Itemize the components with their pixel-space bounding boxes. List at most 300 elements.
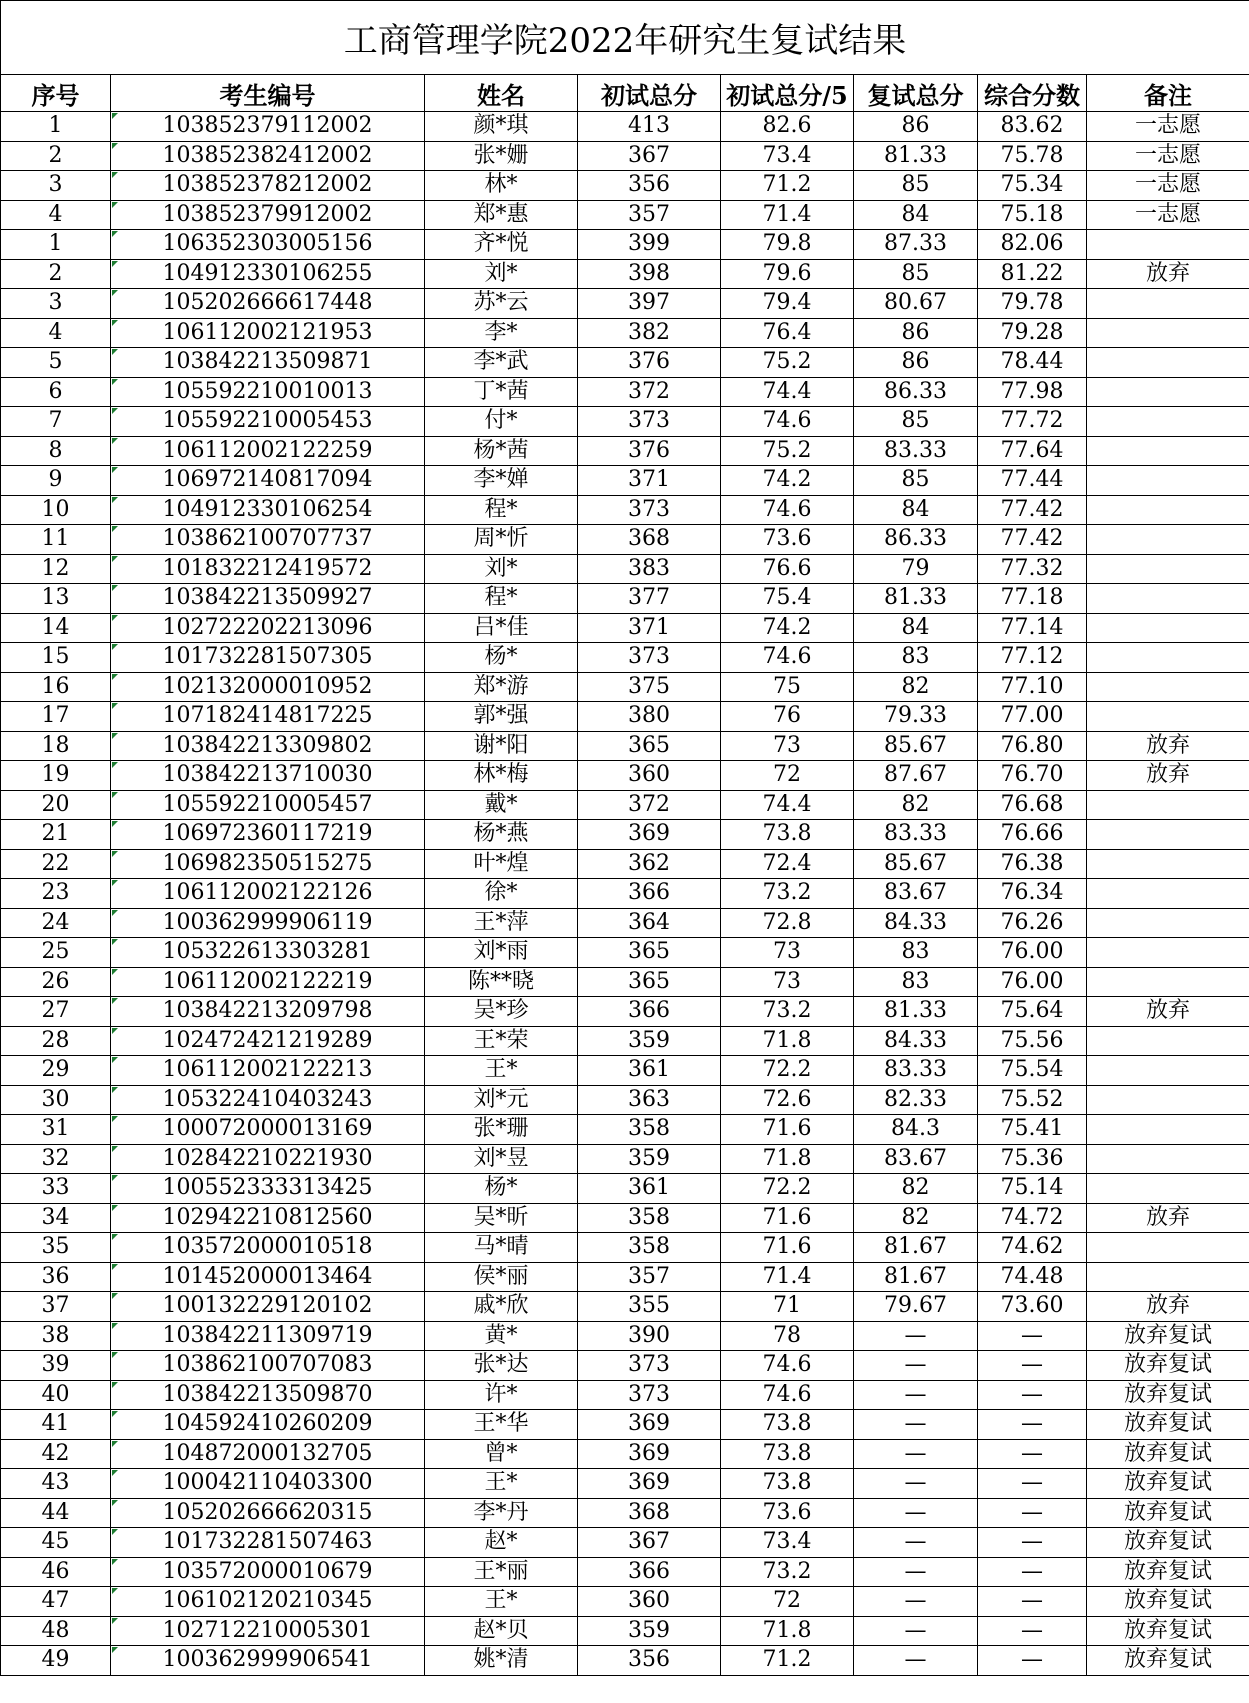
cell-seq[interactable]: 32	[1, 1144, 111, 1174]
cell-exam-id[interactable]: 100552333313425	[111, 1174, 425, 1204]
cell-seq[interactable]: 28	[1, 1026, 111, 1056]
cell-prelim-total[interactable]: 371	[578, 466, 721, 496]
cell-prelim-div5[interactable]: 73.8	[721, 1469, 854, 1499]
cell-remark[interactable]	[1087, 790, 1249, 820]
cell-name[interactable]: 王*丽	[425, 1557, 578, 1587]
cell-prelim-total[interactable]: 383	[578, 554, 721, 584]
cell-prelim-div5[interactable]: 73	[721, 731, 854, 761]
cell-composite-score[interactable]: 75.36	[978, 1144, 1087, 1174]
cell-retest-total[interactable]: 85	[854, 466, 978, 496]
cell-remark[interactable]: 放弃复试	[1087, 1498, 1249, 1528]
cell-prelim-div5[interactable]: 75.2	[721, 348, 854, 378]
cell-composite-score[interactable]: 79.28	[978, 318, 1087, 348]
cell-remark[interactable]	[1087, 289, 1249, 319]
cell-composite-score[interactable]: —	[978, 1616, 1087, 1646]
cell-name[interactable]: 刘*昱	[425, 1144, 578, 1174]
cell-remark[interactable]	[1087, 820, 1249, 850]
cell-composite-score[interactable]: 74.72	[978, 1203, 1087, 1233]
cell-exam-id[interactable]: 102712210005301	[111, 1616, 425, 1646]
cell-name[interactable]: 周*忻	[425, 525, 578, 555]
cell-composite-score[interactable]: 75.34	[978, 171, 1087, 201]
cell-name[interactable]: 刘*元	[425, 1085, 578, 1115]
cell-remark[interactable]: 一志愿	[1087, 200, 1249, 230]
cell-remark[interactable]	[1087, 495, 1249, 525]
cell-prelim-total[interactable]: 372	[578, 790, 721, 820]
cell-prelim-div5[interactable]: 82.6	[721, 112, 854, 142]
cell-composite-score[interactable]: 75.78	[978, 141, 1087, 171]
cell-name[interactable]: 王*华	[425, 1410, 578, 1440]
cell-retest-total[interactable]: 79	[854, 554, 978, 584]
cell-seq[interactable]: 42	[1, 1439, 111, 1469]
cell-exam-id[interactable]: 101832212419572	[111, 554, 425, 584]
cell-prelim-total[interactable]: 376	[578, 436, 721, 466]
cell-exam-id[interactable]: 103862100707737	[111, 525, 425, 555]
cell-prelim-div5[interactable]: 71.4	[721, 1262, 854, 1292]
cell-remark[interactable]: 放弃	[1087, 1203, 1249, 1233]
cell-prelim-div5[interactable]: 73.8	[721, 1410, 854, 1440]
cell-prelim-div5[interactable]: 74.2	[721, 466, 854, 496]
cell-name[interactable]: 王*	[425, 1469, 578, 1499]
cell-composite-score[interactable]: 75.14	[978, 1174, 1087, 1204]
cell-prelim-div5[interactable]: 71.6	[721, 1233, 854, 1263]
cell-remark[interactable]: 放弃	[1087, 731, 1249, 761]
cell-seq[interactable]: 19	[1, 761, 111, 791]
cell-exam-id[interactable]: 103852382412002	[111, 141, 425, 171]
cell-exam-id[interactable]: 105322410403243	[111, 1085, 425, 1115]
cell-composite-score[interactable]: 76.68	[978, 790, 1087, 820]
cell-name[interactable]: 陈**晓	[425, 967, 578, 997]
cell-seq[interactable]: 2	[1, 259, 111, 289]
cell-retest-total[interactable]: —	[854, 1616, 978, 1646]
cell-retest-total[interactable]: 82	[854, 672, 978, 702]
cell-prelim-div5[interactable]: 73.4	[721, 141, 854, 171]
cell-exam-id[interactable]: 100132229120102	[111, 1292, 425, 1322]
cell-composite-score[interactable]: 76.66	[978, 820, 1087, 850]
cell-retest-total[interactable]: 83.33	[854, 820, 978, 850]
cell-seq[interactable]: 1	[1, 112, 111, 142]
cell-remark[interactable]	[1087, 466, 1249, 496]
cell-remark[interactable]	[1087, 849, 1249, 879]
cell-prelim-div5[interactable]: 74.6	[721, 643, 854, 673]
cell-retest-total[interactable]: —	[854, 1498, 978, 1528]
cell-seq[interactable]: 8	[1, 436, 111, 466]
cell-exam-id[interactable]: 100362999906541	[111, 1646, 425, 1676]
cell-composite-score[interactable]: —	[978, 1587, 1087, 1617]
cell-retest-total[interactable]: 84	[854, 200, 978, 230]
column-header-exam-id[interactable]: 考生编号	[111, 75, 425, 112]
cell-exam-id[interactable]: 106102120210345	[111, 1587, 425, 1617]
cell-exam-id[interactable]: 103852379912002	[111, 200, 425, 230]
cell-remark[interactable]	[1087, 1174, 1249, 1204]
cell-name[interactable]: 丁*茜	[425, 377, 578, 407]
cell-prelim-div5[interactable]: 74.6	[721, 1380, 854, 1410]
cell-name[interactable]: 林*梅	[425, 761, 578, 791]
cell-seq[interactable]: 36	[1, 1262, 111, 1292]
cell-prelim-div5[interactable]: 71.8	[721, 1616, 854, 1646]
cell-composite-score[interactable]: 77.32	[978, 554, 1087, 584]
cell-prelim-div5[interactable]: 76.6	[721, 554, 854, 584]
cell-remark[interactable]	[1087, 702, 1249, 732]
cell-retest-total[interactable]: —	[854, 1439, 978, 1469]
cell-prelim-total[interactable]: 357	[578, 200, 721, 230]
cell-retest-total[interactable]: 79.33	[854, 702, 978, 732]
cell-prelim-total[interactable]: 380	[578, 702, 721, 732]
cell-name[interactable]: 黄*	[425, 1321, 578, 1351]
cell-exam-id[interactable]: 106112002122213	[111, 1056, 425, 1086]
cell-composite-score[interactable]: 77.42	[978, 495, 1087, 525]
cell-exam-id[interactable]: 103852378212002	[111, 171, 425, 201]
cell-seq[interactable]: 34	[1, 1203, 111, 1233]
cell-remark[interactable]	[1087, 230, 1249, 260]
cell-exam-id[interactable]: 105592210005453	[111, 407, 425, 437]
cell-seq[interactable]: 22	[1, 849, 111, 879]
cell-prelim-div5[interactable]: 71.2	[721, 1646, 854, 1676]
cell-name[interactable]: 吕*佳	[425, 613, 578, 643]
cell-prelim-total[interactable]: 367	[578, 1528, 721, 1558]
cell-prelim-div5[interactable]: 73.2	[721, 1557, 854, 1587]
column-header-retest-total[interactable]: 复试总分	[854, 75, 978, 112]
cell-exam-id[interactable]: 102842210221930	[111, 1144, 425, 1174]
cell-seq[interactable]: 14	[1, 613, 111, 643]
column-header-composite-score[interactable]: 综合分数	[978, 75, 1087, 112]
cell-prelim-div5[interactable]: 73.4	[721, 1528, 854, 1558]
cell-name[interactable]: 刘*	[425, 554, 578, 584]
cell-prelim-div5[interactable]: 73.2	[721, 997, 854, 1027]
cell-prelim-div5[interactable]: 74.6	[721, 1351, 854, 1381]
cell-retest-total[interactable]: 81.33	[854, 141, 978, 171]
cell-retest-total[interactable]: 84	[854, 613, 978, 643]
cell-prelim-div5[interactable]: 73.8	[721, 820, 854, 850]
cell-prelim-total[interactable]: 358	[578, 1115, 721, 1145]
cell-prelim-div5[interactable]: 79.4	[721, 289, 854, 319]
cell-prelim-total[interactable]: 366	[578, 997, 721, 1027]
cell-composite-score[interactable]: 75.41	[978, 1115, 1087, 1145]
cell-exam-id[interactable]: 101732281507463	[111, 1528, 425, 1558]
cell-prelim-total[interactable]: 398	[578, 259, 721, 289]
cell-retest-total[interactable]: 83.67	[854, 1144, 978, 1174]
cell-exam-id[interactable]: 103842211309719	[111, 1321, 425, 1351]
cell-remark[interactable]: 一志愿	[1087, 141, 1249, 171]
cell-composite-score[interactable]: 75.54	[978, 1056, 1087, 1086]
cell-prelim-total[interactable]: 413	[578, 112, 721, 142]
cell-remark[interactable]: 放弃复试	[1087, 1380, 1249, 1410]
cell-exam-id[interactable]: 105202666620315	[111, 1498, 425, 1528]
cell-remark[interactable]	[1087, 1115, 1249, 1145]
cell-retest-total[interactable]: 85.67	[854, 731, 978, 761]
cell-remark[interactable]: 放弃复试	[1087, 1410, 1249, 1440]
cell-seq[interactable]: 3	[1, 289, 111, 319]
cell-retest-total[interactable]: 84.33	[854, 1026, 978, 1056]
cell-name[interactable]: 杨*燕	[425, 820, 578, 850]
cell-prelim-total[interactable]: 366	[578, 1557, 721, 1587]
cell-retest-total[interactable]: 79.67	[854, 1292, 978, 1322]
cell-composite-score[interactable]: 76.26	[978, 908, 1087, 938]
cell-name[interactable]: 戚*欣	[425, 1292, 578, 1322]
cell-retest-total[interactable]: 82.33	[854, 1085, 978, 1115]
cell-composite-score[interactable]: 76.38	[978, 849, 1087, 879]
cell-prelim-div5[interactable]: 73.6	[721, 525, 854, 555]
cell-retest-total[interactable]: —	[854, 1469, 978, 1499]
cell-exam-id[interactable]: 102942210812560	[111, 1203, 425, 1233]
cell-retest-total[interactable]: —	[854, 1587, 978, 1617]
cell-retest-total[interactable]: 85	[854, 407, 978, 437]
cell-remark[interactable]	[1087, 613, 1249, 643]
cell-seq[interactable]: 13	[1, 584, 111, 614]
cell-remark[interactable]: 放弃复试	[1087, 1557, 1249, 1587]
cell-exam-id[interactable]: 106112002122259	[111, 436, 425, 466]
cell-remark[interactable]: 放弃	[1087, 761, 1249, 791]
cell-remark[interactable]: 放弃复试	[1087, 1321, 1249, 1351]
cell-retest-total[interactable]: 87.67	[854, 761, 978, 791]
cell-composite-score[interactable]: 77.14	[978, 613, 1087, 643]
cell-name[interactable]: 戴*	[425, 790, 578, 820]
column-header-name[interactable]: 姓名	[425, 75, 578, 112]
cell-exam-id[interactable]: 102472421219289	[111, 1026, 425, 1056]
cell-retest-total[interactable]: 85.67	[854, 849, 978, 879]
cell-remark[interactable]	[1087, 1056, 1249, 1086]
cell-prelim-div5[interactable]: 71	[721, 1292, 854, 1322]
cell-composite-score[interactable]: —	[978, 1380, 1087, 1410]
cell-composite-score[interactable]: 76.70	[978, 761, 1087, 791]
cell-remark[interactable]: 放弃复试	[1087, 1351, 1249, 1381]
cell-prelim-total[interactable]: 365	[578, 967, 721, 997]
cell-exam-id[interactable]: 106972140817094	[111, 466, 425, 496]
cell-retest-total[interactable]: 81.33	[854, 997, 978, 1027]
cell-exam-id[interactable]: 101452000013464	[111, 1262, 425, 1292]
cell-seq[interactable]: 26	[1, 967, 111, 997]
cell-seq[interactable]: 4	[1, 200, 111, 230]
cell-seq[interactable]: 21	[1, 820, 111, 850]
cell-name[interactable]: 侯*丽	[425, 1262, 578, 1292]
cell-seq[interactable]: 24	[1, 908, 111, 938]
cell-prelim-total[interactable]: 362	[578, 849, 721, 879]
column-header-prelim-total[interactable]: 初试总分	[578, 75, 721, 112]
cell-retest-total[interactable]: —	[854, 1351, 978, 1381]
cell-prelim-total[interactable]: 364	[578, 908, 721, 938]
cell-seq[interactable]: 48	[1, 1616, 111, 1646]
cell-seq[interactable]: 43	[1, 1469, 111, 1499]
cell-composite-score[interactable]: 77.18	[978, 584, 1087, 614]
cell-composite-score[interactable]: 75.56	[978, 1026, 1087, 1056]
cell-name[interactable]: 李*婵	[425, 466, 578, 496]
cell-seq[interactable]: 35	[1, 1233, 111, 1263]
cell-prelim-total[interactable]: 399	[578, 230, 721, 260]
cell-remark[interactable]	[1087, 672, 1249, 702]
cell-seq[interactable]: 5	[1, 348, 111, 378]
cell-retest-total[interactable]: 83	[854, 967, 978, 997]
cell-name[interactable]: 赵*	[425, 1528, 578, 1558]
cell-remark[interactable]	[1087, 1233, 1249, 1263]
cell-remark[interactable]	[1087, 318, 1249, 348]
cell-prelim-div5[interactable]: 73	[721, 967, 854, 997]
cell-retest-total[interactable]: 83.67	[854, 879, 978, 909]
cell-composite-score[interactable]: 79.78	[978, 289, 1087, 319]
cell-composite-score[interactable]: 77.00	[978, 702, 1087, 732]
cell-name[interactable]: 马*晴	[425, 1233, 578, 1263]
cell-remark[interactable]	[1087, 1026, 1249, 1056]
cell-remark[interactable]: 放弃复试	[1087, 1646, 1249, 1676]
cell-composite-score[interactable]: 82.06	[978, 230, 1087, 260]
cell-composite-score[interactable]: —	[978, 1528, 1087, 1558]
cell-exam-id[interactable]: 104872000132705	[111, 1439, 425, 1469]
cell-composite-score[interactable]: 78.44	[978, 348, 1087, 378]
cell-composite-score[interactable]: 74.48	[978, 1262, 1087, 1292]
cell-prelim-div5[interactable]: 72.2	[721, 1056, 854, 1086]
cell-exam-id[interactable]: 104912330106255	[111, 259, 425, 289]
cell-seq[interactable]: 12	[1, 554, 111, 584]
cell-name[interactable]: 谢*阳	[425, 731, 578, 761]
cell-name[interactable]: 曾*	[425, 1439, 578, 1469]
cell-exam-id[interactable]: 106352303005156	[111, 230, 425, 260]
cell-remark[interactable]	[1087, 967, 1249, 997]
cell-seq[interactable]: 29	[1, 1056, 111, 1086]
cell-prelim-total[interactable]: 369	[578, 1410, 721, 1440]
cell-retest-total[interactable]: —	[854, 1321, 978, 1351]
cell-name[interactable]: 刘*雨	[425, 938, 578, 968]
cell-retest-total[interactable]: —	[854, 1528, 978, 1558]
cell-composite-score[interactable]: 76.00	[978, 938, 1087, 968]
cell-prelim-total[interactable]: 382	[578, 318, 721, 348]
cell-retest-total[interactable]: 86	[854, 318, 978, 348]
cell-name[interactable]: 李*丹	[425, 1498, 578, 1528]
cell-composite-score[interactable]: —	[978, 1410, 1087, 1440]
cell-composite-score[interactable]: —	[978, 1557, 1087, 1587]
cell-prelim-total[interactable]: 359	[578, 1144, 721, 1174]
cell-prelim-div5[interactable]: 76.4	[721, 318, 854, 348]
cell-prelim-total[interactable]: 369	[578, 1439, 721, 1469]
cell-prelim-total[interactable]: 397	[578, 289, 721, 319]
column-header-remark[interactable]: 备注	[1087, 75, 1249, 112]
cell-seq[interactable]: 7	[1, 407, 111, 437]
cell-prelim-div5[interactable]: 72.8	[721, 908, 854, 938]
cell-remark[interactable]: 放弃复试	[1087, 1439, 1249, 1469]
cell-name[interactable]: 付*	[425, 407, 578, 437]
cell-prelim-div5[interactable]: 72.4	[721, 849, 854, 879]
cell-prelim-div5[interactable]: 74.4	[721, 377, 854, 407]
cell-composite-score[interactable]: —	[978, 1469, 1087, 1499]
cell-prelim-total[interactable]: 367	[578, 141, 721, 171]
cell-prelim-total[interactable]: 359	[578, 1616, 721, 1646]
cell-seq[interactable]: 49	[1, 1646, 111, 1676]
cell-retest-total[interactable]: 83.33	[854, 1056, 978, 1086]
cell-remark[interactable]: 一志愿	[1087, 171, 1249, 201]
cell-prelim-div5[interactable]: 71.6	[721, 1203, 854, 1233]
cell-exam-id[interactable]: 103842213509871	[111, 348, 425, 378]
cell-name[interactable]: 王*萍	[425, 908, 578, 938]
cell-retest-total[interactable]: 84	[854, 495, 978, 525]
cell-retest-total[interactable]: 86	[854, 112, 978, 142]
cell-prelim-total[interactable]: 376	[578, 348, 721, 378]
cell-seq[interactable]: 15	[1, 643, 111, 673]
cell-prelim-div5[interactable]: 75.4	[721, 584, 854, 614]
cell-seq[interactable]: 45	[1, 1528, 111, 1558]
cell-prelim-div5[interactable]: 73	[721, 938, 854, 968]
cell-name[interactable]: 张*珊	[425, 1115, 578, 1145]
column-header-prelim-div5[interactable]: 初试总分/5	[721, 75, 854, 112]
cell-composite-score[interactable]: 77.12	[978, 643, 1087, 673]
cell-composite-score[interactable]: 74.62	[978, 1233, 1087, 1263]
cell-prelim-total[interactable]: 361	[578, 1174, 721, 1204]
cell-prelim-div5[interactable]: 72.6	[721, 1085, 854, 1115]
cell-name[interactable]: 颜*琪	[425, 112, 578, 142]
cell-prelim-div5[interactable]: 74.6	[721, 495, 854, 525]
cell-composite-score[interactable]: 76.00	[978, 967, 1087, 997]
cell-exam-id[interactable]: 103842213710030	[111, 761, 425, 791]
cell-retest-total[interactable]: —	[854, 1557, 978, 1587]
cell-seq[interactable]: 3	[1, 171, 111, 201]
cell-composite-score[interactable]: —	[978, 1498, 1087, 1528]
cell-prelim-total[interactable]: 373	[578, 643, 721, 673]
cell-prelim-div5[interactable]: 79.6	[721, 259, 854, 289]
cell-name[interactable]: 李*	[425, 318, 578, 348]
cell-exam-id[interactable]: 106112002122219	[111, 967, 425, 997]
cell-prelim-total[interactable]: 377	[578, 584, 721, 614]
cell-exam-id[interactable]: 104912330106254	[111, 495, 425, 525]
cell-seq[interactable]: 17	[1, 702, 111, 732]
cell-prelim-div5[interactable]: 73.8	[721, 1439, 854, 1469]
cell-exam-id[interactable]: 100362999906119	[111, 908, 425, 938]
cell-prelim-div5[interactable]: 72	[721, 761, 854, 791]
cell-composite-score[interactable]: —	[978, 1321, 1087, 1351]
cell-prelim-total[interactable]: 359	[578, 1026, 721, 1056]
cell-name[interactable]: 王*荣	[425, 1026, 578, 1056]
cell-retest-total[interactable]: 84.33	[854, 908, 978, 938]
cell-prelim-div5[interactable]: 72.2	[721, 1174, 854, 1204]
cell-seq[interactable]: 16	[1, 672, 111, 702]
cell-retest-total[interactable]: 82	[854, 790, 978, 820]
cell-prelim-div5[interactable]: 71.6	[721, 1115, 854, 1145]
cell-retest-total[interactable]: 86	[854, 348, 978, 378]
cell-prelim-div5[interactable]: 71.2	[721, 171, 854, 201]
cell-name[interactable]: 苏*云	[425, 289, 578, 319]
cell-retest-total[interactable]: —	[854, 1380, 978, 1410]
cell-seq[interactable]: 37	[1, 1292, 111, 1322]
cell-name[interactable]: 程*	[425, 495, 578, 525]
cell-retest-total[interactable]: 87.33	[854, 230, 978, 260]
cell-name[interactable]: 许*	[425, 1380, 578, 1410]
cell-exam-id[interactable]: 100042110403300	[111, 1469, 425, 1499]
cell-retest-total[interactable]: 86.33	[854, 377, 978, 407]
cell-prelim-total[interactable]: 365	[578, 938, 721, 968]
cell-prelim-total[interactable]: 368	[578, 525, 721, 555]
cell-composite-score[interactable]: 83.62	[978, 112, 1087, 142]
cell-exam-id[interactable]: 105592210010013	[111, 377, 425, 407]
cell-remark[interactable]	[1087, 525, 1249, 555]
cell-retest-total[interactable]: 83.33	[854, 436, 978, 466]
cell-name[interactable]: 杨*	[425, 643, 578, 673]
cell-remark[interactable]	[1087, 407, 1249, 437]
cell-prelim-total[interactable]: 369	[578, 820, 721, 850]
cell-remark[interactable]: 放弃复试	[1087, 1616, 1249, 1646]
cell-remark[interactable]: 放弃	[1087, 1292, 1249, 1322]
cell-prelim-total[interactable]: 360	[578, 761, 721, 791]
cell-seq[interactable]: 25	[1, 938, 111, 968]
cell-prelim-div5[interactable]: 74.2	[721, 613, 854, 643]
cell-exam-id[interactable]: 106972360117219	[111, 820, 425, 850]
cell-retest-total[interactable]: 81.67	[854, 1233, 978, 1263]
cell-remark[interactable]	[1087, 1262, 1249, 1292]
cell-retest-total[interactable]: 85	[854, 259, 978, 289]
cell-name[interactable]: 赵*贝	[425, 1616, 578, 1646]
cell-name[interactable]: 姚*清	[425, 1646, 578, 1676]
cell-remark[interactable]: 放弃复试	[1087, 1587, 1249, 1617]
cell-seq[interactable]: 10	[1, 495, 111, 525]
cell-seq[interactable]: 41	[1, 1410, 111, 1440]
cell-remark[interactable]	[1087, 908, 1249, 938]
cell-prelim-total[interactable]: 357	[578, 1262, 721, 1292]
cell-exam-id[interactable]: 107182414817225	[111, 702, 425, 732]
cell-exam-id[interactable]: 105592210005457	[111, 790, 425, 820]
